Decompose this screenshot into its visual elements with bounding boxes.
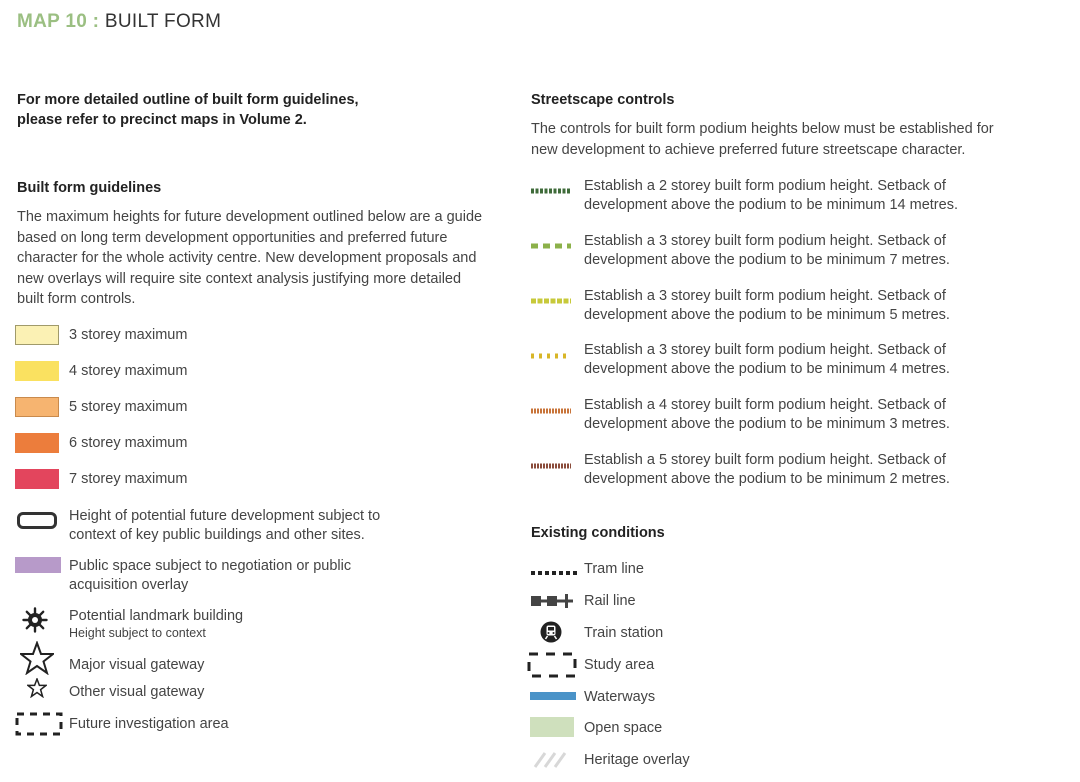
train-station-icon [540, 621, 562, 648]
podium-3-storey-4m-line-icon [531, 348, 571, 366]
swatch-7-storey [15, 469, 59, 489]
tram-line-icon [531, 564, 579, 582]
swatch-3-storey [15, 325, 59, 345]
landmark-sublabel: Height subject to context [69, 626, 206, 640]
control-text: Establish a 3 storey built form podium height. Setback of development above the podium to be minimum 5 metres. [584, 288, 950, 323]
podium-3-storey-5m-line-icon [531, 293, 571, 311]
future-area-dashed-icon [15, 712, 63, 741]
control-text: Establish a 5 storey built form podium height. Setback of development above the podium to be minimum 2 metres. [584, 452, 950, 487]
rail-line-icon [531, 593, 573, 614]
control-text: Establish a 2 storey built form podium height. Setback of development above the podium to be minimum 14 metres. [584, 178, 958, 213]
study-area-dashed-icon [527, 652, 577, 683]
legend-label: 6 storey maximum [69, 435, 188, 451]
waterways-swatch [530, 692, 576, 700]
other-gateway-label: Other visual gateway [69, 684, 205, 700]
map-number: MAP 10 : [17, 11, 100, 32]
intro-note: For more detailed outline of built form guidelines, please refer to precinct maps in Volume 2. [17, 92, 359, 128]
rounded-outline-icon [17, 512, 57, 529]
podium-3-storey-7m-line-icon [531, 238, 571, 256]
landmark-icon [22, 607, 48, 638]
guidelines-heading: Built form guidelines [17, 180, 162, 196]
waterways-label: Waterways [584, 689, 656, 705]
study-label: Study area [584, 657, 655, 673]
podium-5-storey-line-icon [531, 458, 571, 476]
podium-4-storey-line-icon [531, 403, 571, 421]
rail-label: Rail line [584, 593, 636, 609]
key-buildings-label: Height of potential future development subject to context of key public buildings and other sites. [69, 508, 381, 543]
swatch-5-storey [15, 397, 59, 417]
existing-heading: Existing conditions [531, 525, 665, 541]
major-gateway-star-icon [20, 641, 54, 680]
legend-label: 4 storey maximum [69, 363, 188, 379]
landmark-label: Potential landmark building [69, 608, 244, 624]
control-text: Establish a 4 storey built form podium height. Setback of development above the podium to be minimum 3 metres. [584, 397, 950, 432]
podium-2-storey-line-icon [531, 183, 571, 201]
swatch-public-space [15, 557, 61, 573]
streetscape-text: The controls for built form podium heights below must be established for new development to achieve preferred future streetscape character. [531, 121, 994, 158]
open-space-swatch [530, 717, 574, 737]
legend-label: 7 storey maximum [69, 471, 188, 487]
control-text: Establish a 3 storey built form podium height. Setback of development above the podium to be minimum 7 metres. [584, 233, 950, 268]
heritage-label: Heritage overlay [584, 752, 690, 768]
control-text: Establish a 3 storey built form podium height. Setback of development above the podium to be minimum 4 metres. [584, 342, 950, 377]
other-gateway-star-icon [27, 678, 47, 703]
future-area-label: Future investigation area [69, 716, 229, 732]
legend-label: 5 storey maximum [69, 399, 188, 415]
swatch-6-storey [15, 433, 59, 453]
open-space-label: Open space [584, 720, 663, 736]
streetscape-heading: Streetscape controls [531, 92, 675, 108]
major-gateway-label: Major visual gateway [69, 657, 205, 673]
swatch-4-storey [15, 361, 59, 381]
tram-label: Tram line [584, 561, 644, 577]
heritage-hatch-icon [533, 749, 573, 774]
page-title [17, 11, 221, 33]
map-title: BUILT FORM [104, 11, 222, 32]
guidelines-text: The maximum heights for future development outlined below are a guide based on long term development opportunities and preferred future character for the whole activity centre. New development proposals and new overlays will require site context analysis justifying more detailed built form controls. [17, 209, 483, 307]
legend-label: 3 storey maximum [69, 327, 188, 343]
public-space-label: Public space subject to negotiation or public acquisition overlay [69, 558, 352, 593]
train-label: Train station [584, 625, 664, 641]
